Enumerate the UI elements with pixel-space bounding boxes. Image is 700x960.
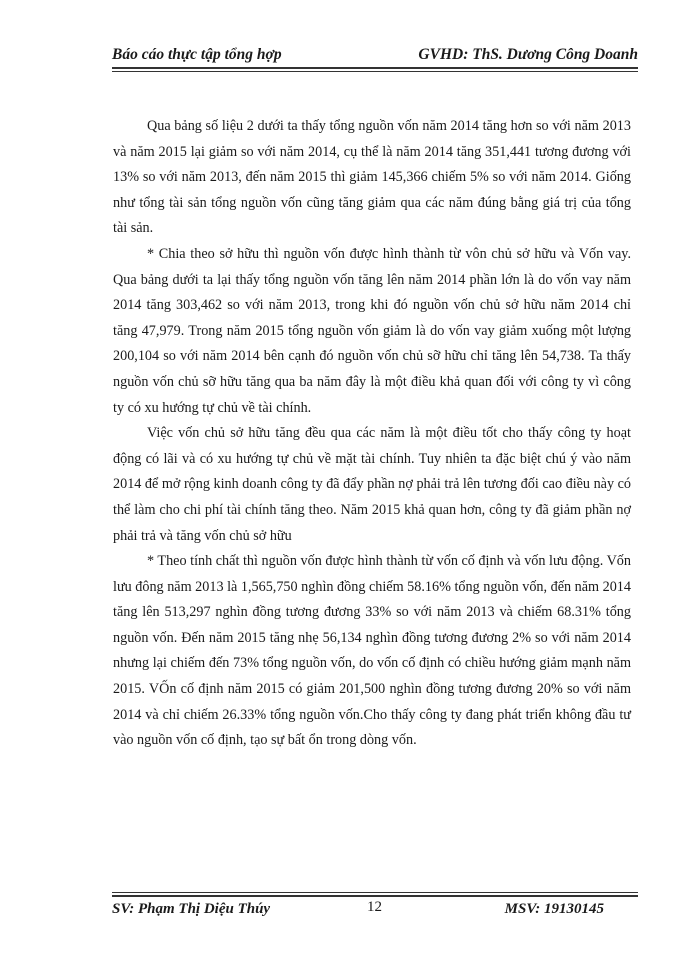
footer-rule-thin (112, 892, 638, 893)
page-number: 12 (367, 899, 382, 915)
student-name: SV: Phạm Thị Diệu Thúy (112, 901, 271, 917)
footer-rule-thick (112, 895, 638, 897)
page-footer (112, 899, 638, 921)
paragraph-total-capital: Qua bảng số liệu 2 dưới ta thấy tổng nguồn vốn năm 2014 tăng hơn so với năm 2013 và năm 2015 lại giảm so với năm 2014, cụ thể là năm 2014 tăng 351,441 tương đương với 13% so với năm 2013, đến năm 2015 thì giảm 145,366 chiếm 5% so với năm 2014. Giống như tổng tài sản tổng nguồn vốn cũng tăng giảm qua các năm đúng bằng giá trị của tổng tài sản. (113, 118, 631, 237)
page-header (112, 40, 638, 64)
page-body (113, 114, 631, 754)
header-rule-thin (112, 71, 638, 72)
student-id: MSV: 19130145 (504, 901, 604, 917)
paragraph-ownership: * Chia theo sở hữu thì nguồn vốn được hình thành từ vôn chủ sở hữu và Vốn vay. Qua bảng dưới ta lại thấy tổng nguồn vốn tăng lên năm 2014 phần lớn là do vốn vay năm 2014 tăng 303,462 so với năm 2013, trong khi đó nguồn vốn chủ sở hữu năm 2014 chỉ tăng 47,979. Trong năm 2015 tổng nguồn vốn giảm là do vốn vay giảm xuống một lượng 200,104 so với năm 2014 bên cạnh đó nguồn vốn chủ sỡ hữu chỉ tăng lên 54,738. Ta thấy nguồn vốn chủ sỡ hữu tăng qua ba năm đây là một điều khả quan đối với công ty vì công ty có xu hướng tự chủ về tài chính. (113, 245, 631, 416)
report-title: Báo cáo thực tập tổng hợp (112, 46, 282, 63)
paragraph-equity: Việc vốn chủ sở hữu tăng đều qua các năm là một điều tốt cho thấy công ty hoạt động có lãi và có xu hướng tự chủ về mặt tài chính. Tuy nhiên ta đặc biệt chú ý vào năm 2014 để mở rộng kinh doanh công ty đã đẩy phần nợ phải trả lên tương đối cao điều này có thể làm cho chi phí tài chính tăng theo. Năm 2015 khả quan hơn, công ty đã giảm phần nợ phải trả và tăng vốn chủ sở hữu (113, 425, 631, 544)
header-rule-thick (112, 67, 638, 69)
paragraph-capital-nature: * Theo tính chất thì nguồn vốn được hình thành từ vốn cố định và vốn lưu động. Vốn lưu đông năm 2013 là 1,565,750 nghìn đồng chiếm 58.16% tổng nguồn vốn, đến năm 2014 tăng lên 513,297 nghìn đồng tương đương 33% so với năm 2013 và chiếm 68.31% tổng nguồn vốn. Đến năm 2015 tăng nhẹ 56,134 nghìn đồng tương đương 2% so với năm 2014 nhưng lại chiếm đến 73% tổng nguồn vốn, do vốn cố định có chiều hướng giảm mạnh năm 2015. VỐn cố định năm 2015 có giảm 201,500 nghìn đồng tương đương 20% so với năm 2014 và chỉ chiếm 26.33% tổng nguồn vốn.Cho thấy công ty đang phát triển không đầu tư vào nguồn vốn cố định, tạo sự bất ổn trong dòng vốn. (113, 553, 631, 749)
supervisor-name: GVHD: ThS. Dương Công Doanh (418, 46, 638, 63)
